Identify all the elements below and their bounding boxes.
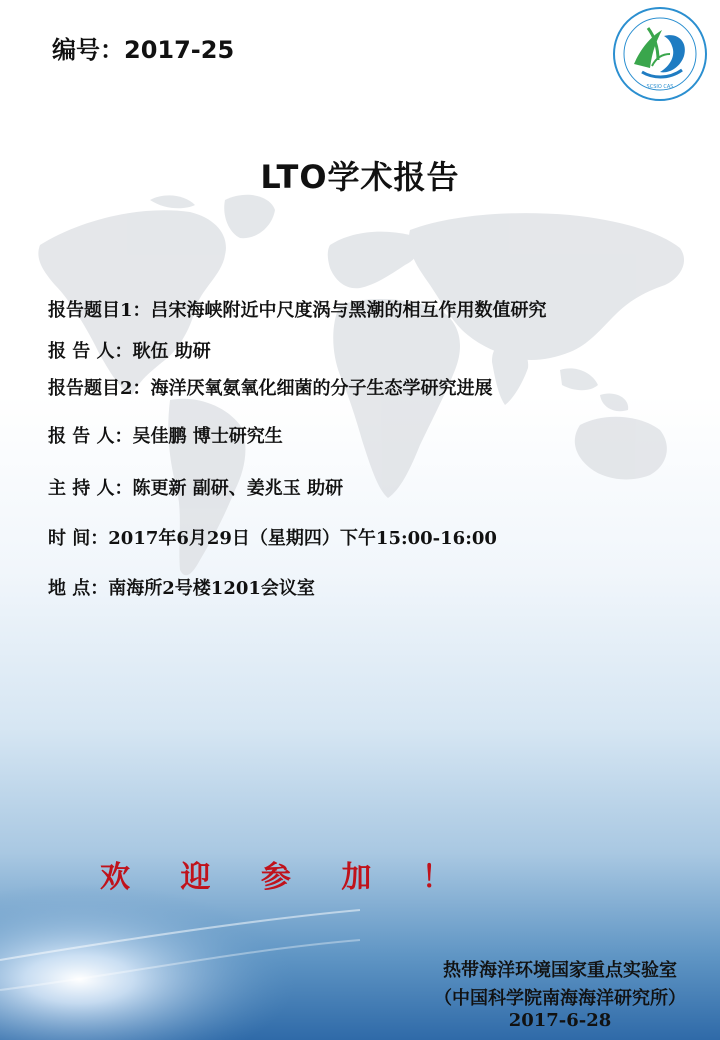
time: 时 间：2017年6月29日（星期四）下午15:00-16:00: [48, 528, 497, 549]
poster-title: LTO学术报告: [260, 158, 460, 196]
laboratory-logo: [612, 6, 708, 102]
talk-1-speaker: 报 告 人：耿伍 助研: [48, 341, 211, 362]
light-flare-decoration: [0, 880, 360, 1040]
talk-1-title: 报告题目1：吕宋海峡附近中尺度涡与黑潮的相互作用数值研究: [48, 300, 547, 321]
document-number: 编号：2017-25: [52, 36, 235, 64]
footer-date: 2017-6-28: [508, 1010, 612, 1031]
location: 地 点：南海所2号楼1201会议室: [48, 578, 315, 599]
logo-abbr: SCSIO CAS: [646, 84, 674, 90]
welcome-text: 欢 迎 参 加 ！: [100, 860, 472, 895]
talk-2-speaker: 报 告 人：吴佳鹏 博士研究生: [48, 426, 283, 447]
footer-institute: （中国科学院南海海洋研究所）: [434, 988, 686, 1009]
talk-2-title: 报告题目2：海洋厌氧氨氧化细菌的分子生态学研究进展: [48, 378, 493, 399]
host: 主 持 人：陈更新 副研、姜兆玉 助研: [48, 478, 344, 499]
footer-org: 热带海洋环境国家重点实验室: [443, 960, 677, 981]
